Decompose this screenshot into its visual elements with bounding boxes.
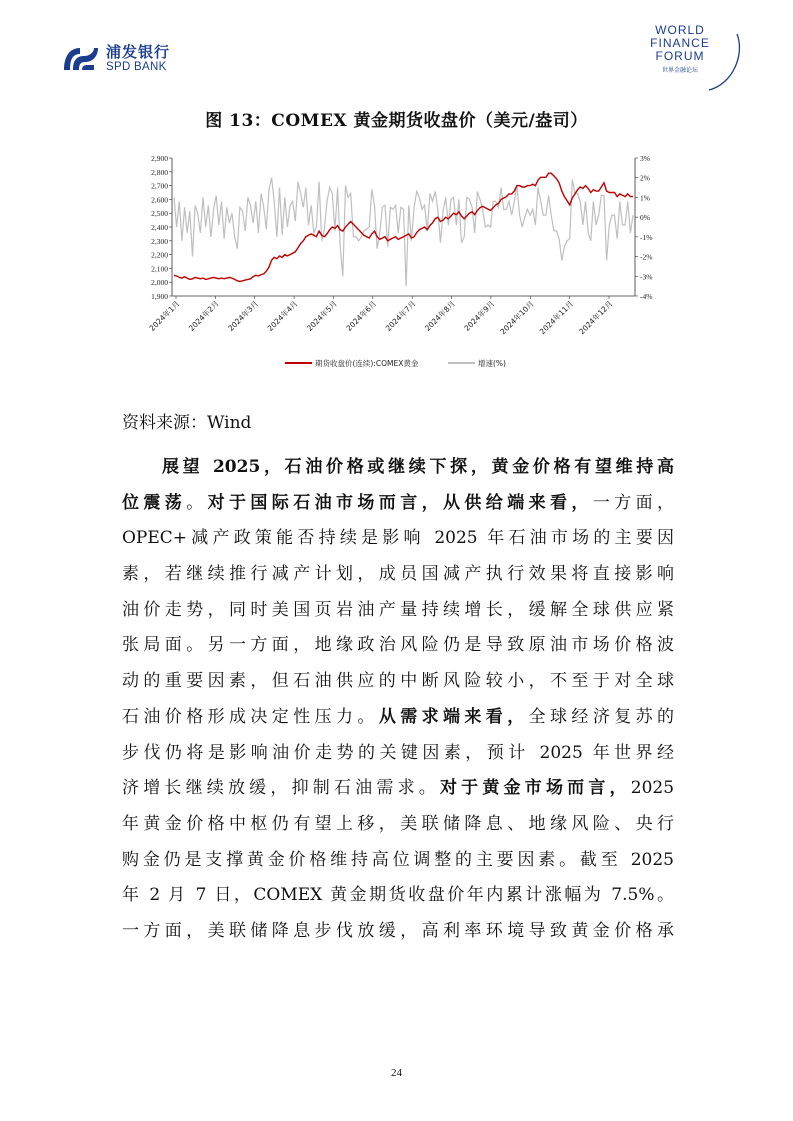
bold-text: 位震荡 <box>122 492 187 513</box>
y-left-tick-label: 1,900 <box>151 292 168 301</box>
text: 动的重要因素，但石油供应的中断风险较小，不至于对全球 <box>122 671 674 692</box>
body-paragraph <box>122 450 674 950</box>
y-left-tick-label: 2,200 <box>151 250 168 260</box>
spd-bank-logo <box>60 44 170 74</box>
x-tick-label: 2024年4月 <box>265 299 300 333</box>
spd-bank-name-en: SPD BANK <box>106 60 167 73</box>
series-line-gold-price <box>174 173 633 281</box>
legend-label-gold-price: 期货收盘价(连续):COMEX黄金 <box>315 359 419 368</box>
y-right-tick-label: 3% <box>640 154 650 163</box>
paragraph-line <box>122 557 674 593</box>
paragraph-line <box>122 878 674 914</box>
bold-text: 展望 2025，石油价格或继续下探，黄金价格有望维持高 <box>162 457 674 477</box>
paragraph-line <box>122 664 674 700</box>
gold-futures-chart <box>120 148 660 380</box>
x-tick-label: 2024年2月 <box>186 299 221 333</box>
paragraph-line <box>122 450 674 486</box>
figure-title: 图 13：COMEX 黄金期货收盘价（美元/盎司） <box>205 111 588 131</box>
x-tick-label: 2024年12月 <box>577 299 615 337</box>
paragraph-line <box>122 736 674 772</box>
y-left-tick-label: 2,500 <box>151 209 168 219</box>
paragraph-line <box>122 807 674 843</box>
paragraph-line <box>122 700 674 736</box>
y-left-tick-label: 2,900 <box>151 154 168 163</box>
text: 济增长继续放缓，抑制石油需求。 <box>122 778 440 799</box>
text: 油价走势，同时美国页岩油产量持续增长，缓解全球供应紧 <box>122 599 674 620</box>
x-tick-label: 2024年5月 <box>305 299 339 333</box>
paragraph-line <box>122 486 674 522</box>
text: 一方面， <box>592 492 675 513</box>
text: 年 2 月 7 日，COMEX 黄金期货收盘价年内累计涨幅为 7.5%。 <box>122 885 674 906</box>
text: 一方面，美联储降息步伐放缓，高利率环境导致黄金价格承 <box>122 920 674 941</box>
x-tick-label: 2024年10月 <box>498 299 536 337</box>
text: 石油价格形成决定性压力。 <box>122 706 379 727</box>
bold-text: 从需求端来看， <box>378 706 529 727</box>
world-finance-forum-logo <box>645 24 745 94</box>
x-tick-label: 2024年6月 <box>344 299 379 333</box>
x-tick-label: 2024年8月 <box>423 299 457 333</box>
y-right-tick-label: -1% <box>640 232 653 242</box>
legend-label-growth-rate: 增速(%) <box>478 359 506 368</box>
text: 。 <box>186 492 208 513</box>
y-right-tick-label: -2% <box>640 252 653 262</box>
page-number: 24 <box>391 1067 402 1079</box>
spd-bank-name-cn: 浦发银行 <box>106 42 171 61</box>
y-right-tick-label: 0% <box>640 213 650 223</box>
y-right-tick-label: 1% <box>640 193 650 203</box>
paragraph-line <box>122 914 674 950</box>
y-left-tick-label: 2,000 <box>151 278 168 288</box>
x-tick-label: 2024年1月 <box>147 299 182 333</box>
text: 张局面。另一方面，地缘政治风险仍是导致原油市场价格波 <box>122 635 674 656</box>
text: 购金仍是支撑黄金价格维持高位调整的主要因素。截至 2025 <box>122 849 674 870</box>
series-line-growth-rate <box>174 178 633 286</box>
x-tick-label: 2024年9月 <box>462 299 497 333</box>
text: 全球经济复苏的 <box>528 706 675 727</box>
y-left-tick-label: 2,300 <box>151 236 168 246</box>
wef-swoosh-icon <box>707 32 747 92</box>
x-tick-label: 2024年7月 <box>383 299 418 333</box>
y-left-tick-label: 2,600 <box>151 195 168 205</box>
y-left-tick-label: 2,800 <box>151 167 168 177</box>
bold-text: 对于国际石油市场而言，从供给端来看， <box>207 492 593 513</box>
paragraph-line <box>122 593 674 629</box>
y-left-tick-label: 2,100 <box>151 264 168 274</box>
y-left-tick-label: 2,700 <box>151 181 168 191</box>
text: 素，若继续推行减产计划，成员国减产执行效果将直接影响 <box>122 564 674 585</box>
wef-line-1: WORLD <box>655 23 705 37</box>
text: OPEC+减产政策能否持续是影响 2025 年石油市场的主要因 <box>122 528 674 549</box>
paragraph-line <box>122 771 674 807</box>
y-right-tick-label: -4% <box>640 292 653 301</box>
text: 2025 <box>630 778 675 799</box>
source-note: 资料来源：Wind <box>122 413 252 433</box>
wef-line-3: FORUM <box>655 49 705 63</box>
text: 步伐仍将是影响油价走势的关键因素，预计 2025 年世界经 <box>122 742 674 763</box>
bold-text: 对于黄金市场而言， <box>439 778 631 799</box>
paragraph-line <box>122 628 674 664</box>
x-tick-label: 2024年11月 <box>537 299 576 337</box>
x-tick-label: 2024年3月 <box>226 299 261 333</box>
y-left-tick-label: 2,400 <box>151 223 168 232</box>
y-right-tick-label: -3% <box>640 272 653 282</box>
text: 年黄金价格中枢仍有望上移，美联储降息、地缘风险、央行 <box>122 813 674 834</box>
y-right-tick-label: 2% <box>640 173 650 183</box>
paragraph-line <box>122 521 674 557</box>
paragraph-line <box>122 843 674 879</box>
wef-name-cn: 世界金融论坛 <box>661 67 698 74</box>
wef-line-2: FINANCE <box>650 36 710 50</box>
spd-bank-emblem-icon <box>60 44 100 74</box>
